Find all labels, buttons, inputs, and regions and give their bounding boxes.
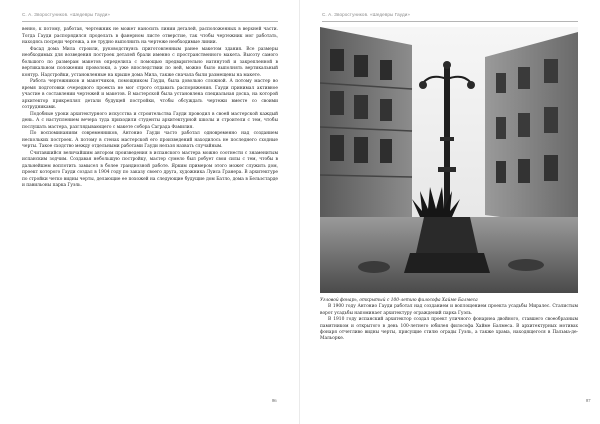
fountain-photo <box>320 27 578 293</box>
right-page <box>300 0 600 424</box>
left-header-rule <box>22 21 278 22</box>
paragraph: Считавшийся величайшим автором произведения в испанского мастера можно соотнести с знаменитым испанским зодчим. Создавая небольшую постройку, мастер сумело был робует свои силы с тем, чтобы в дальнейшем воплотить замысел в более грандиозной работе. Ярким примером этого может служить дом, проект которого Гауди создал в 1904 году по заказу своего друга, художника Луиса Гранера. В архитектуре по стройки четко видны черты, делающие ее похожей на следующие будущие дом Батло, дома в Бельэстарде и павильоны парка Гуэль. <box>22 150 278 188</box>
right-page-number: 87 <box>586 398 591 403</box>
paragraph: Работа чертежников и макетчиков, помощником Гауди, была довольно сложной. А потому мастер во время подготовки очередного проекта не мог строго отдавать распоряжения. Гауди принимал активное участие в составлении чертежей и макетов. В мастерской была установлена специальная доска, на которой архитектор прикреплял детали будущей постройки, чтобы обсуждать чертежи вместе со своими сотрудниками. <box>22 79 278 110</box>
photo-caption <box>320 298 578 343</box>
right-header-rule <box>322 21 578 22</box>
caption-title: Угловой фонарь, открытый с 100-летию философа Хайме Балмеса <box>320 298 478 303</box>
left-body-text <box>22 27 278 190</box>
paragraph: венно, к потому, работая, чертежник не может наносить линии деталей, расположенных в верхней части. Тогда Гауди распорядился проделать в фанерном листе отверстие, так чтобы чертежник мог работать, находясь посреди чертежа, а не трудно выполнить на чертеже необходимые линии. <box>22 27 278 45</box>
paragraph: По воспоминаниям современников, Антонио Гауди часто работал одновременно над созданием нескольких построек. А потому в стенах мастерской его произведений находилось не последнего сходные черты. Такое сходство между отдельными работами Гауди нельзя назвать случайным. <box>22 131 278 149</box>
paragraph: Фасад дома Мила строили, руководствуясь приготовленным ранее макетом здания. Все размеры необходимых для возведения построек деталей брали именно с пространственного макета. Высоту самого большого по размерам макетов определила с помощью предварительно натянутой и закрепленной в вертикальном положении проволоки, а уже впоследствии по ней, можно было выполнять вертикальный контур. Надстройки, установленные на крыше дома Мила, также сначала были размещены на макете. <box>22 46 278 78</box>
right-page-header: С. А. Зворостуников. «Шедевры Гауди» <box>322 12 411 17</box>
fountain-photo-graphic <box>320 27 578 293</box>
left-page-number: 86 <box>272 398 277 403</box>
caption-paragraph: В 1900 году Антонио Гауди работал над созданием и воплощением проекта усадьбы Миралес. Сталистым ворот усадьбы напоминает архитектуру ограждений парка Гуэль. <box>320 304 578 316</box>
left-page-header: С. А. Зворостуников. «Шедевры Гауди» <box>22 12 111 17</box>
paragraph: Подобные уроки архитектурного искусства и строительства Гауди проводил в своей мастерской каждый день. А с наступлением вечера туда приходили студенты архитектурной школы и строители с тем, чтобы послушать мастера, разглядывающего с макете собора Саграда Фамилия. <box>22 111 278 130</box>
caption-paragraph: В 1910 году испанский архитектор создал проект уличного фонарнеа двойного, ставшего своеобразным памятником и открытого в день 100-летнего юбилея философа Хайме Балмеса. В архитектурных мотивах фонаря отчетливо видны черты, присущие стилю ограды Гуэль, а также храма, находящегося в Пальма-де-Мальорке. <box>320 317 578 342</box>
